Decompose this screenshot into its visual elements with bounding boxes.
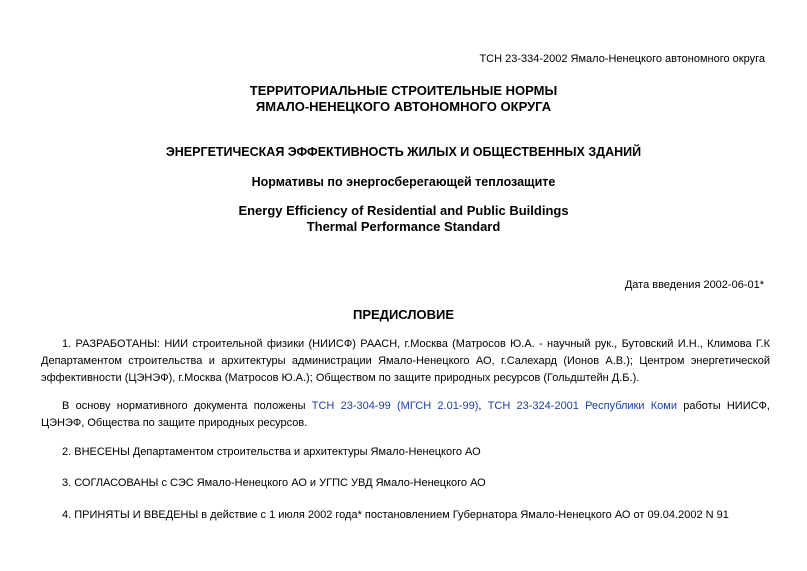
english-title xyxy=(0,203,807,235)
title-line-1: ТЕРРИТОРИАЛЬНЫЕ СТРОИТЕЛЬНЫЕ НОРМЫ xyxy=(249,83,558,98)
preface-heading: ПРЕДИСЛОВИЕ xyxy=(353,307,454,322)
preface-paragraph-submitted: 2. ВНЕСЕНЫ Департаментом строительства и архитектуры Ямало-Ненецкого АО xyxy=(62,446,481,458)
basis-text-after: работы НИИСФ, ЦЭНЭФ, Общества по защите природных ресурсов. xyxy=(41,400,770,429)
preface-paragraph-agreed: 3. СОГЛАСОВАНЫ с СЭС Ямало-Ненецкого АО и УГПС УВД Ямало-Ненецкого АО xyxy=(62,477,486,489)
english-title-line-1: Energy Efficiency of Residential and Public Buildings xyxy=(238,203,569,218)
document-title xyxy=(0,83,807,115)
preface-paragraph-basis xyxy=(41,398,770,432)
link-tsn-23-304-99[interactable]: ТСН 23-304-99 (МГСН 2.01-99) xyxy=(311,400,479,412)
basis-text-before: В основу нормативного документа положены xyxy=(62,400,312,412)
english-title-line-2: Thermal Performance Standard xyxy=(306,219,501,234)
title-line-2: ЯМАЛО-НЕНЕЦКОГО АВТОНОМНОГО ОКРУГА xyxy=(255,99,552,114)
link-tsn-23-324-2001[interactable]: ТСН 23-324-2001 Республики Коми xyxy=(487,400,678,412)
preface-paragraph-developed: 1. РАЗРАБОТАНЫ: НИИ строительной физики (НИИСФ) РААСН, г.Москва (Матросов Ю.А. - научный рук., Бутовский И.Н., Климова Г.К Департаментом строительства и архитектуры администрации Ямало-Ненецкого АО, г.Салехард (Ионов А.В.); Центром энергетической эффективности (ЦЭНЭФ), г.Москва (Матросов Ю.А.); Обществом по защите природных ресурсов (Гольдштейн Д.Б.). xyxy=(41,338,770,384)
document-reference: ТСН 23-334-2002 Ямало-Ненецкого автономного округа xyxy=(479,53,765,65)
basis-separator: , xyxy=(478,400,488,412)
effective-date: Дата введения 2002-06-01* xyxy=(624,279,764,291)
preface-paragraph-adopted: 4. ПРИНЯТЫ И ВВЕДЕНЫ в действие с 1 июля 2002 года* постановлением Губернатора Ямало-Ненецкого АО от 09.04.2002 N 91 xyxy=(62,509,729,521)
subtitle: Нормативы по энергосберегающей теплозащите xyxy=(251,175,556,189)
main-title: ЭНЕРГЕТИЧЕСКАЯ ЭФФЕКТИВНОСТЬ ЖИЛЫХ И ОБЩЕСТВЕННЫХ ЗДАНИЙ xyxy=(165,145,642,159)
